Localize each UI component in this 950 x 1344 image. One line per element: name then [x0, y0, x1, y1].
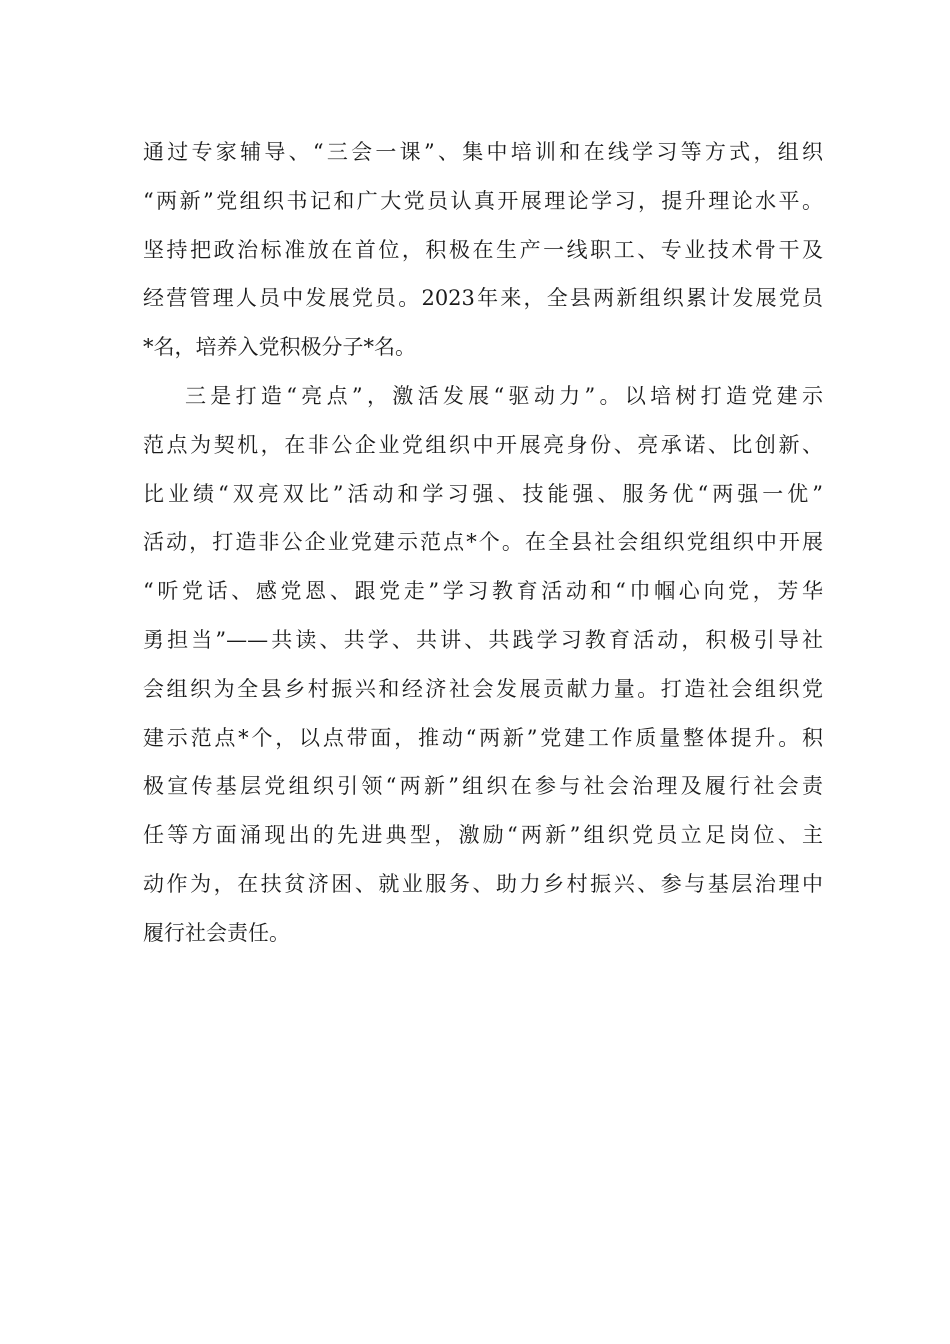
- paragraph-2-line-6: 勇担当”——共读、共学、共讲、共践学习教育活动，积极引导社: [143, 627, 823, 652]
- paragraph-1-line-4: 经营管理人员中发展党员。2023年来，全县两新组织累计发展党员: [143, 286, 823, 311]
- paragraph-1-line-2: “两新”党组织书记和广大党员认真开展理论学习，提升理论水平。: [143, 188, 823, 213]
- paragraph-2-line-5: “听党话、感党恩、跟党走”学习教育活动和“巾帼心向党，芳华: [143, 579, 823, 604]
- paragraph-1-line-3: 坚持把政治标准放在首位，积极在生产一线职工、专业技术骨干及: [143, 237, 823, 262]
- paragraph-2-line-12: 履行社会责任。: [143, 920, 290, 945]
- paragraph-2-line-9: 极宣传基层党组织引领“两新”组织在参与社会治理及履行社会责: [143, 774, 823, 799]
- paragraph-2: [143, 372, 823, 958]
- paragraph-2-line-10: 任等方面涌现出的先进典型，激励“两新”组织党员立足岗位、主: [143, 823, 823, 848]
- paragraph-2-line-11: 动作为，在扶贫济困、就业服务、助力乡村振兴、参与基层治理中: [143, 871, 823, 896]
- document-body: [143, 128, 823, 958]
- paragraph-2-line-4: 活动，打造非公企业党建示范点*个。在全县社会组织党组织中开展: [143, 530, 823, 555]
- paragraph-1-line-5: *名，培养入党积极分子*名。: [143, 335, 416, 360]
- paragraph-2-line-3: 比业绩“双亮双比”活动和学习强、技能强、服务优“两强一优”: [143, 481, 823, 506]
- paragraph-2-line-8: 建示范点*个，以点带面，推动“两新”党建工作质量整体提升。积: [143, 725, 823, 750]
- paragraph-2-line-1: 三是打造“亮点”，激活发展“驱动力”。以培树打造党建示: [185, 383, 823, 408]
- paragraph-1-line-1: 通过专家辅导、“三会一课”、集中培训和在线学习等方式，组织: [143, 140, 823, 164]
- paragraph-1: [143, 128, 823, 372]
- paragraph-2-line-7: 会组织为全县乡村振兴和经济社会发展贡献力量。打造社会组织党: [143, 676, 823, 701]
- paragraph-2-line-2: 范点为契机，在非公企业党组织中开展亮身份、亮承诺、比创新、: [143, 432, 823, 457]
